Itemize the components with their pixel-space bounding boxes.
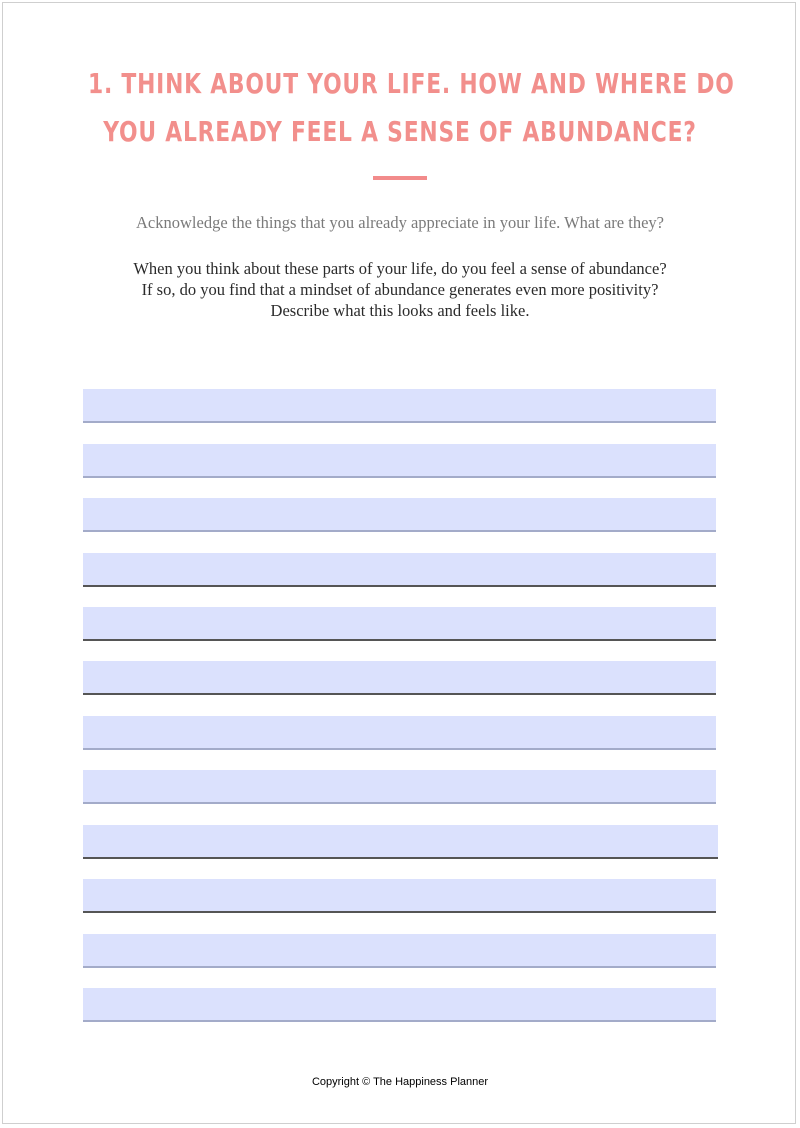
title-divider (373, 176, 427, 180)
page-title (88, 60, 735, 156)
answer-field-4[interactable] (83, 553, 716, 587)
answer-field-6[interactable] (83, 661, 716, 695)
question-text (0, 258, 800, 321)
answer-field-10[interactable] (83, 879, 716, 913)
intro-text: Acknowledge the things that you already appreciate in your life. What are they? (136, 213, 664, 232)
answer-field-12[interactable] (83, 988, 716, 1022)
answer-field-5[interactable] (83, 607, 716, 641)
answer-field-2[interactable] (83, 444, 716, 478)
question-line-1: When you think about these parts of your life, do you feel a sense of abundance? (133, 259, 667, 278)
answer-field-8[interactable] (83, 770, 716, 804)
answer-field-9[interactable] (83, 825, 718, 859)
title-line-1: 1. THINK ABOUT YOUR LIFE. HOW AND WHERE DO (88, 67, 735, 100)
title-line-2: YOU ALREADY FEEL A SENSE OF ABUNDANCE? (103, 115, 697, 148)
answer-field-1[interactable] (83, 389, 716, 423)
answer-field-3[interactable] (83, 498, 716, 532)
question-line-3: Describe what this looks and feels like. (270, 301, 530, 320)
answer-field-11[interactable] (83, 934, 716, 968)
answer-field-7[interactable] (83, 716, 716, 750)
question-line-2: If so, do you find that a mindset of abundance generates even more positivity? (141, 280, 659, 299)
copyright-footer: Copyright © The Happiness Planner (311, 1076, 489, 1088)
